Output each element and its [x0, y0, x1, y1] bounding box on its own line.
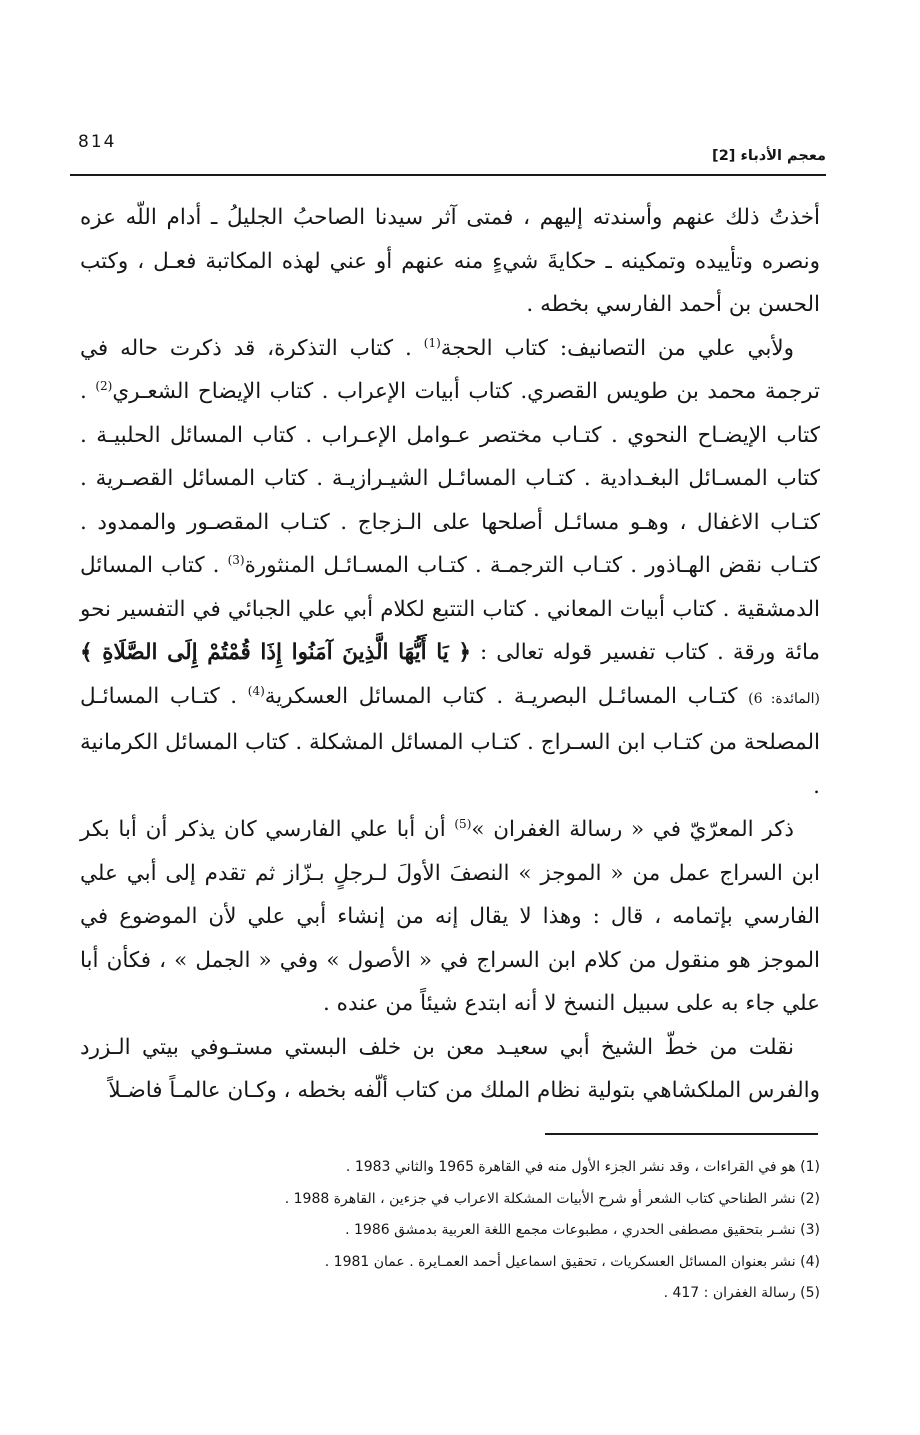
footnote-ref-4[interactable]: (4)	[247, 683, 265, 698]
quran-verse: ﴿ يَا أَيُّهَا الَّذِينَ آمَنُوا إِذَا قُمْتُمْ إِلَى الصَّلَاةِ ﴾	[80, 640, 471, 665]
running-head: معجم الأدباء [2]	[712, 148, 826, 164]
footnote-1: (1) هو في القراءات ، وقد نشر الجزء الأول منه في القاهرة 1965 والثاني 1983 .	[345, 1159, 820, 1175]
paragraph-3-text-a: ذكر المعرّيّ في « رسالة الغفران »	[471, 817, 794, 842]
page-number: 814	[78, 132, 117, 152]
footnote-rule	[545, 1133, 818, 1135]
paragraph-2-text-c: . كتاب الإيضـاح النحوي . كتـاب مختصر عـوامل الإعـراب . كتاب المسائل الحلبيـة . كتاب المسـائل البغـدادية . كتـاب المسائـل الشيـرازيـة . كتاب المسائل القصـرية . كتـاب الاغفال ، وهـو مسائـل أصلحها على الـزجاج . كتـاب المقصـور والممدود . كتـاب نقض الهـاذور . كتـاب الترجمـة . كتـاب المسـائـل المنثورة	[80, 379, 821, 578]
paragraph-4: نقلت من خطّ الشيخ أبي سعيـد معن بن خلف البستي مستـوفي بيتي الـزرد والفرس الملكشاهي بتولية نظام الملك من كتاب ألّفه بخطه ، وكـان عالمـاً فاضـلاً	[80, 1034, 820, 1103]
footnotes	[100, 1152, 820, 1310]
paragraph-2	[80, 327, 820, 809]
paragraph-2-text-f: . كتـاب المسائـل المصلحة من كتـاب ابن السـراج . كتـاب المسائل المشكلة . كتاب المسائل الكرمانية .	[80, 683, 820, 799]
paragraph-2-text-e: كتـاب المسائـل البصريـة . كتاب المسائل العسكرية	[264, 683, 738, 709]
paragraph-2-text-b: . كتاب التذكرة، قد ذكرت حاله في ترجمة محمد بن طويس القصري. كتاب أبيات الإعراب . كتاب الإيضاح الشعـري	[80, 335, 820, 404]
header-rule	[70, 174, 826, 176]
paragraph-3-text-b: أن أبا علي الفارسي كان يذكر أن أبا بكر ابن السراج عمل من « الموجز » النصفَ الأولَ لـرجلٍ بـزّاز ثم تقدم إلى أبي علي الفارسي بإتمامه ، قال : وهذا لا يقال إنه من إنشاء أبي علي لأن الموضوع في الموجز هو منقول من كلام ابن السراج في « الأصول » وفي « الجمل » ، فكأن أبا علي جاء به على سبيل النسخ لا أنه ابتدع شيئاً من عنده .	[80, 817, 820, 1016]
paragraph-1: أخذتُ ذلك عنهم وأسندته إليهم ، فمتى آثر سيدنا الصاحبُ الجليلُ ـ أدام اللّه عزه ونصره وتأييده وتمكينه ـ حكايةَ شيءٍ منه عنهم أو عني لهذه المكاتبة فعـل ، وكتب الحسن بن أحمد الفارسي بخطه .	[80, 205, 820, 317]
footnote-3: (3) نشـر بتحقيق مصطفى الحدري ، مطبوعات مجمع اللغة العربية بدمشق 1986 .	[345, 1222, 820, 1238]
footnote-ref-1[interactable]: (1)	[423, 335, 441, 350]
footnote-2: (2) نشر الطناحي كتاب الشعر أو شرح الأبيات المشكلة الاعراب في جزءين ، القاهرة 1988 .	[284, 1190, 820, 1207]
paragraph-3	[80, 808, 820, 1026]
footnote-ref-2[interactable]: (2)	[95, 378, 113, 393]
footnote-ref-5[interactable]: (5)	[454, 816, 472, 831]
footnote-5: (5) رسالة الغفران : 417 .	[663, 1285, 820, 1301]
footnote-ref-3[interactable]: (3)	[227, 552, 245, 567]
body-text	[80, 196, 820, 1113]
verse-reference: (المائدة: 6)	[748, 690, 820, 707]
footnote-4: (4) نشر بعنوان المسائل العسكريات ، تحقيق اسماعيل أحمد العمـايرة . عمان 1981 .	[324, 1253, 820, 1270]
paragraph-2-text-a: ولأبي علي من التصانيف: كتاب الحجة	[440, 335, 794, 361]
paragraph-2-text-d: . كتاب المسائل الدمشقية . كتاب أبيات المعاني . كتاب التتبع لكلام أبي علي الجبائي في التفسير نحو مائة ورقة . كتاب تفسير قوله تعالى :	[80, 553, 821, 665]
